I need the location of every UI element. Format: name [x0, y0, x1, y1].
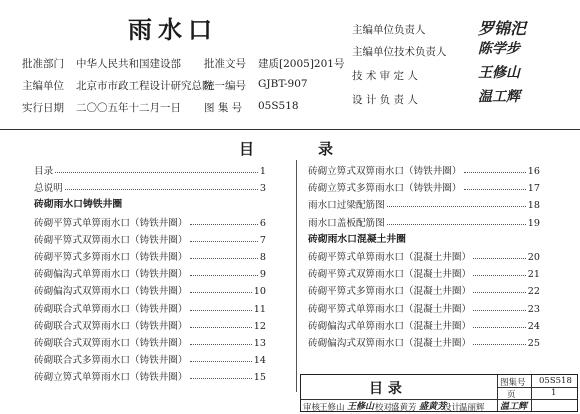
approval-value: GJBT-907 [258, 78, 308, 90]
page-label: 页 [507, 390, 516, 400]
toc-leader-dots [190, 378, 252, 379]
toc-leader-dots [473, 310, 526, 311]
handwritten-signature: 温工辉 [478, 89, 520, 105]
toc-entry-title: 砖砌联合式双箅雨水口（铸铁井圈） [34, 320, 188, 332]
toc-leader-dots [65, 189, 258, 190]
toc-entry-page: 20 [527, 252, 540, 263]
toc-leader-dots [473, 292, 526, 293]
proof-label: 校对 [375, 403, 393, 413]
toc-entry-title: 砖砌联合式双箅雨水口（铸铁井圈） [34, 338, 188, 349]
title-block-name: 目 录 [369, 381, 402, 397]
approval-label: 批准部门 [22, 58, 64, 70]
header-divider [0, 129, 580, 130]
toc-entry [308, 282, 540, 297]
toc-entry-page: 21 [527, 269, 540, 281]
toc-leader-dots [464, 172, 526, 173]
responsible-label: 主编单位负责人 [352, 24, 426, 36]
toc-entry [308, 214, 540, 229]
toc-entry [34, 282, 266, 297]
toc-leader-dots [473, 258, 526, 259]
toc-leader-dots [387, 206, 526, 207]
toc-entry-title: 砖砌平箅式双箅雨水口（混凝土井圈） [308, 269, 472, 281]
toc-entry [34, 317, 266, 332]
handwritten-signature: 王修山 [478, 65, 520, 81]
toc-entry-page: 9 [259, 269, 266, 281]
toc-entry-title: 雨水口过梁配筋图 [308, 200, 385, 212]
designer-name: 温丽辉 [459, 403, 485, 413]
toc-entry [34, 231, 266, 246]
toc-entry [308, 334, 540, 349]
page-value: 1 [551, 388, 557, 398]
toc-leader-dots [190, 241, 258, 242]
toc-leader-dots [190, 361, 252, 362]
toc-entry [308, 179, 540, 194]
toc-entry-page: 24 [527, 320, 540, 332]
toc-entry-page: 18 [527, 200, 540, 212]
toc-entry [34, 214, 266, 229]
approval-value: 中华人民共和国建设部 [76, 58, 181, 70]
approval-label: 图 集 号 [204, 102, 243, 114]
toc-entry-title: 砖砌立箅式多箅雨水口（铸铁井圈） [308, 183, 462, 195]
toc-entry [308, 248, 540, 263]
toc-entry [308, 317, 540, 332]
toc-entry-page: 17 [527, 183, 540, 195]
toc-entry-page: 16 [527, 166, 540, 177]
toc-section-heading: 砖砌雨水口混凝土井圈 [308, 233, 406, 245]
reviewer-signature: 王修山 [347, 402, 375, 412]
toc-entry-title: 砖砌平箅式单箅雨水口（混凝土井圈） [308, 252, 472, 263]
approval-value: 二〇〇五年十二月一日 [76, 102, 181, 114]
reviewer-name: 王修山 [319, 403, 345, 413]
responsible-label: 设 计 负 责 人 [352, 94, 418, 106]
toc-entry-page: 10 [253, 286, 266, 298]
toc-entry-page: 19 [527, 217, 540, 229]
toc-leader-dots [473, 327, 526, 328]
toc-leader-dots [473, 275, 526, 276]
toc-entry-title: 总说明 [34, 183, 63, 195]
atlas-label: 图集号 [500, 378, 526, 388]
toc-entry [34, 248, 266, 263]
design-label: 设计 [443, 403, 461, 413]
toc-entry-title: 砖砌平箅式多箅雨水口（铸铁井圈） [34, 252, 188, 263]
toc-entry-page: 14 [253, 355, 266, 367]
toc-entry-page: 13 [253, 338, 266, 349]
toc-entry-title: 砖砌联合式多箅雨水口（铸铁井圈） [34, 355, 188, 367]
toc-entry [34, 351, 266, 366]
approval-label: 实行日期 [22, 102, 64, 114]
proofer-name: 盛黄芳 [391, 403, 417, 413]
toc-entry-title: 砖砌立箅式双箅雨水口（铸铁井圈） [308, 166, 462, 177]
approval-label: 统一编号 [204, 80, 246, 92]
toc-entry-title: 砖砌偏沟式单箅雨水口（铸铁井圈） [34, 269, 188, 281]
toc-entry-page: 3 [259, 183, 266, 195]
toc-leader-dots [190, 258, 258, 259]
toc-entry-page: 25 [527, 338, 540, 349]
toc-leader-dots [190, 224, 258, 225]
toc-entry-page: 1 [259, 166, 266, 177]
toc-section-heading: 砖砌雨水口铸铁井圈 [34, 199, 123, 211]
toc-entry-title: 砖砌平箅式单箅雨水口（铸铁井圈） [34, 217, 188, 229]
toc-entry-title: 目录 [34, 166, 54, 177]
approval-value: 05S518 [258, 100, 299, 112]
toc-entry-page: 8 [259, 252, 266, 263]
responsible-label: 主编单位技术负责人 [352, 46, 447, 58]
designer-signature: 温工辉 [500, 402, 528, 412]
proofer-signature: 盛黄芳 [419, 402, 447, 412]
toc-leader-dots [190, 327, 252, 328]
toc-leader-dots [464, 189, 526, 190]
toc-leader-dots [190, 275, 258, 276]
toc-entry-page: 15 [253, 372, 266, 384]
toc-entry [308, 300, 540, 315]
toc-entry [34, 162, 266, 177]
toc-leader-dots [473, 344, 526, 345]
toc-entry-title: 砖砌偏沟式双箅雨水口（铸铁井圈） [34, 286, 188, 298]
toc-leader-dots [190, 310, 252, 311]
toc-entry [34, 334, 266, 349]
toc-entry [34, 265, 266, 280]
toc-entry-title: 砖砌平箅式双箅雨水口（铸铁井圈） [34, 234, 188, 246]
toc-leader-dots [190, 292, 252, 293]
toc-column-divider [296, 160, 297, 392]
review-label: 审核 [303, 403, 321, 413]
responsible-label: 技 术 审 定 人 [352, 70, 418, 82]
toc-leader-dots [190, 344, 252, 345]
approval-label: 批准文号 [204, 58, 246, 70]
atlas-value: 05S518 [539, 376, 572, 386]
toc-entry-page: 22 [527, 286, 540, 298]
toc-entry [34, 368, 266, 383]
toc-entry [34, 300, 266, 315]
toc-entry-page: 23 [527, 303, 540, 315]
title-block [300, 374, 578, 412]
toc-entry-page: 11 [253, 303, 266, 315]
toc-entry-page: 7 [259, 234, 266, 246]
toc-entry-title: 砖砌平箅式多箅雨水口（混凝土井圈） [308, 286, 472, 298]
toc-title: 目录 [239, 140, 398, 158]
toc-entry-title: 雨水口盖板配筋图 [308, 217, 385, 229]
toc-leader-dots [387, 224, 526, 225]
toc-entry [308, 162, 540, 177]
toc-entry-page: 12 [253, 320, 266, 332]
approval-value: 北京市市政工程设计研究总院 [76, 80, 213, 92]
toc-entry-title: 砖砌联合式单箅雨水口（铸铁井圈） [34, 303, 188, 315]
toc-entry [34, 179, 266, 194]
toc-entry-title: 砖砌偏沟式单箅雨水口（混凝土井圈） [308, 320, 472, 332]
approval-value: 建质[2005]201号 [258, 58, 345, 70]
handwritten-signature: 罗锦汜 [478, 19, 527, 38]
document-title: 雨水口 [128, 15, 218, 44]
toc-entry [308, 196, 540, 211]
toc-entry-page: 6 [259, 217, 266, 229]
toc-leader-dots [55, 172, 258, 173]
toc-entry [308, 265, 540, 280]
toc-entry-title: 砖砌立箅式单箅雨水口（铸铁井圈） [34, 372, 188, 384]
approval-label: 主编单位 [22, 80, 64, 92]
toc-entry-title: 砖砌平箅式单箅雨水口（混凝土井圈） [308, 303, 472, 315]
handwritten-signature: 陈学步 [478, 41, 520, 57]
toc-entry-title: 砖砌偏沟式双箅雨水口（混凝土井圈） [308, 338, 472, 349]
